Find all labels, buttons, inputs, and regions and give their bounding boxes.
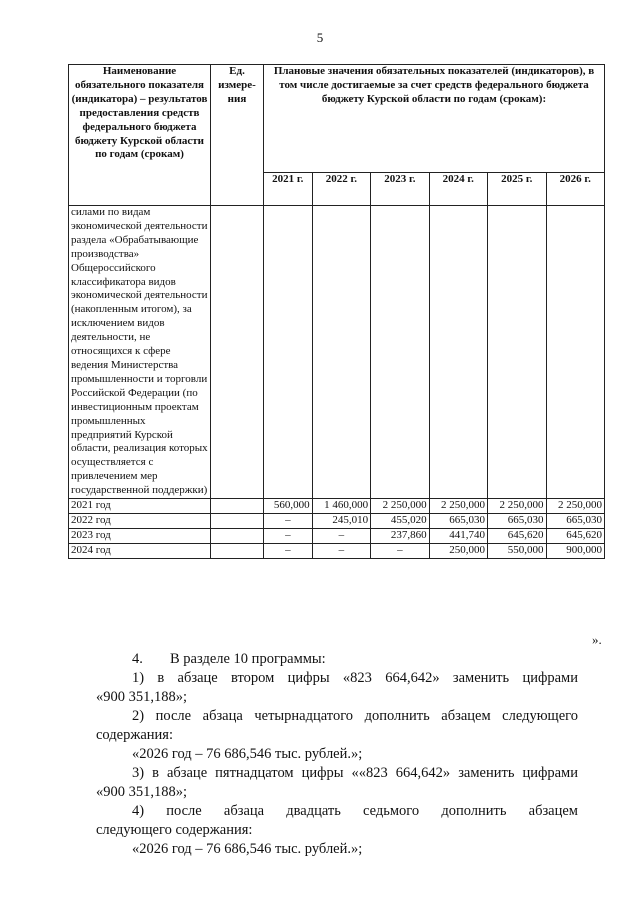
- table-cell: 441,740: [429, 529, 487, 544]
- page-number: 5: [316, 30, 324, 45]
- empty-cell: [429, 206, 487, 499]
- header-year: 2023 г.: [371, 173, 429, 206]
- paragraph-number: 4.: [132, 651, 143, 667]
- empty-cell: [488, 206, 546, 499]
- header-year: 2022 г.: [312, 173, 370, 206]
- empty-cell: [264, 206, 313, 499]
- table-cell: 250,000: [429, 544, 487, 559]
- table-cell: –: [264, 544, 313, 559]
- row-unit: [211, 499, 264, 514]
- table-cell: 2 250,000: [429, 499, 487, 514]
- table-cell: 560,000: [264, 499, 313, 514]
- paragraph-line: 2) после абзаца четырнадцатого дополнить абзацем следующего: [132, 708, 578, 724]
- table-cell: –: [264, 514, 313, 529]
- table-cell: 455,020: [371, 514, 429, 529]
- table-cell: 900,000: [546, 544, 605, 559]
- table-closing-quote: ».: [592, 632, 602, 647]
- paragraph-line: 4) после абзаца двадцать седьмого дополнить абзацем: [132, 803, 578, 819]
- table-row: [69, 529, 605, 544]
- header-year: 2026 г.: [546, 173, 605, 206]
- indicators-table: [68, 64, 605, 559]
- header-unit: Ед. измере-ния: [211, 65, 264, 206]
- table-cell: 665,030: [546, 514, 605, 529]
- table-cell: 245,010: [312, 514, 370, 529]
- row-unit: [211, 514, 264, 529]
- table-cell: 645,620: [488, 529, 546, 544]
- paragraph-line: 1) в абзаце втором цифры «823 664,642» заменить цифрами: [132, 670, 578, 686]
- paragraph-text: В разделе 10 программы:: [170, 651, 326, 667]
- empty-cell: [312, 206, 370, 499]
- row-year-label: 2022 год: [69, 514, 211, 529]
- header-year: 2024 г.: [429, 173, 487, 206]
- row-unit: [211, 544, 264, 559]
- table-cell: –: [312, 529, 370, 544]
- header-year: 2025 г.: [488, 173, 546, 206]
- table-cell: 665,030: [488, 514, 546, 529]
- table-description-row: [69, 206, 605, 499]
- header-planned-values: Плановые значения обязательных показателей (индикаторов), в том числе достигаемые за счет средств федерального бюджета бюджету Курской области по годам (срокам):: [264, 65, 605, 173]
- table-row: [69, 499, 605, 514]
- paragraph-line: следующего содержания:: [96, 822, 253, 838]
- empty-cell: [371, 206, 429, 499]
- paragraph-line: 3) в абзаце пятнадцатом цифры ««823 664,642» заменить цифрами: [132, 765, 578, 781]
- row-year-label: 2021 год: [69, 499, 211, 514]
- header-year: 2021 г.: [264, 173, 313, 206]
- table-cell: 2 250,000: [371, 499, 429, 514]
- table-row: [69, 514, 605, 529]
- empty-cell: [546, 206, 605, 499]
- indicator-description: силами по видам экономической деятельности раздела «Обрабатывающие производства» Общероссийского классификатора видов экономической деятельности (накопленным итогом), за исключением видов деятельности, не относящихся к сфере ведения Министерства промышленности и торговли Российской Федерации (по инвестиционным проектам промышленных предприятий Курской области, реализация которых осуществляется с привлечением мер государственной поддержки): [69, 206, 211, 499]
- paragraph-line: «900 351,188»;: [96, 784, 188, 800]
- table-header-row: [69, 65, 605, 173]
- row-unit: [211, 529, 264, 544]
- table-cell: 645,620: [546, 529, 605, 544]
- table-cell: 1 460,000: [312, 499, 370, 514]
- table-cell: 2 250,000: [488, 499, 546, 514]
- table-cell: 2 250,000: [546, 499, 605, 514]
- row-year-label: 2024 год: [69, 544, 211, 559]
- table-cell: –: [312, 544, 370, 559]
- table-cell: –: [371, 544, 429, 559]
- table-cell: 237,860: [371, 529, 429, 544]
- paragraph-line: «2026 год – 76 686,546 тыс. рублей.»;: [132, 746, 363, 762]
- table-cell: 665,030: [429, 514, 487, 529]
- paragraph-line: «900 351,188»;: [96, 689, 188, 705]
- table-cell: –: [264, 529, 313, 544]
- table-cell: 550,000: [488, 544, 546, 559]
- paragraph-line: содержания:: [96, 727, 174, 743]
- empty-cell: [211, 206, 264, 499]
- row-year-label: 2023 год: [69, 529, 211, 544]
- paragraph-4: [96, 650, 578, 669]
- header-indicator-name: Наименование обязательного показателя (индикатора) – результатов предоставления средств федерального бюджета бюджету Курской области по годам (срокам): [69, 65, 211, 206]
- table-row: [69, 544, 605, 559]
- paragraph-line: «2026 год – 76 686,546 тыс. рублей.»;: [132, 841, 363, 857]
